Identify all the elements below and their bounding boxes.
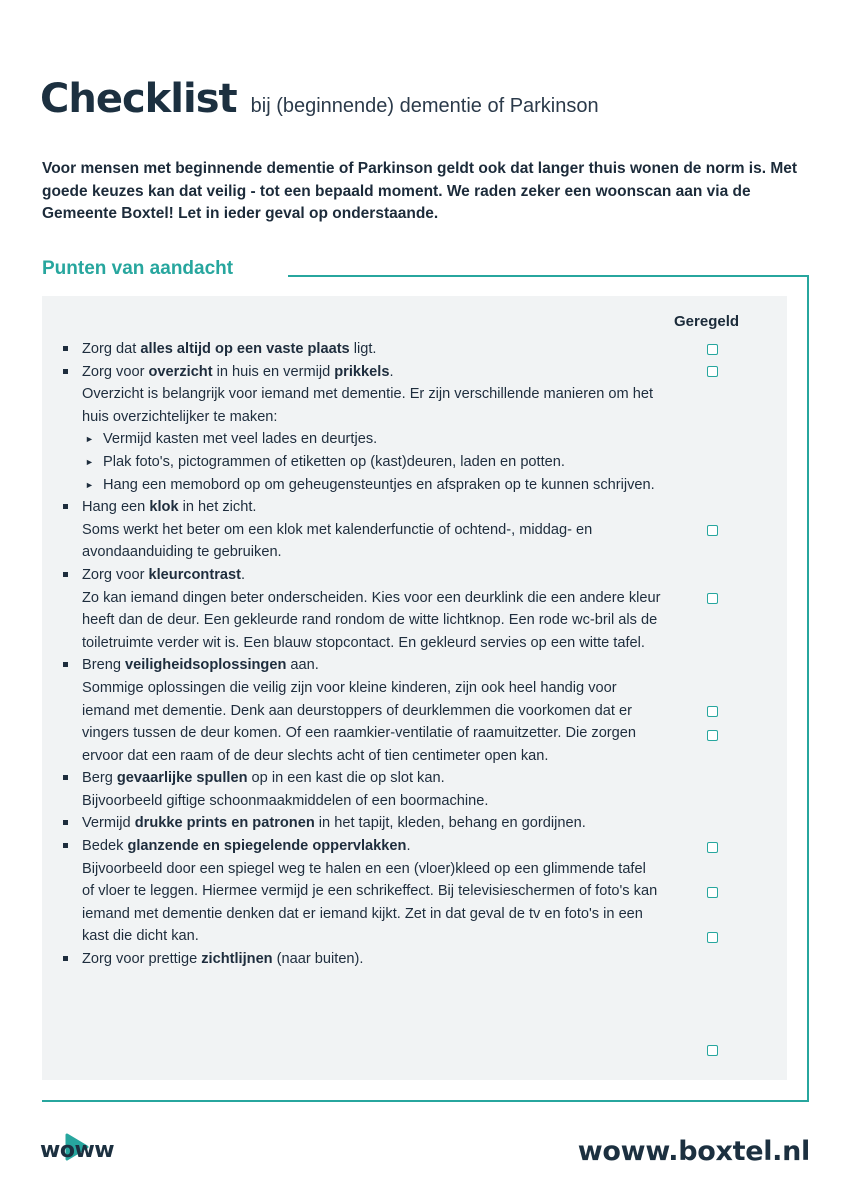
list-item: Zorg dat alles altijd op een vaste plaats ligt. [62, 338, 662, 361]
checkbox-gevaarlijke-spullen[interactable] [707, 842, 718, 853]
section-heading: Punten van aandacht [42, 258, 243, 280]
intro-paragraph: Voor mensen met beginnende dementie of Parkinson geldt ook dat langer thuis wonen de norm is. Met goede keuzes kan dat veilig - tot een bepaald moment. We raden zeker een woonscan aan via de Gemeente Boxtel! Let in ieder geval op onderstaande. [42, 160, 798, 222]
title-row [40, 76, 599, 122]
sub-item: ► Hang een memobord op om geheugensteuntjes en afspraken op te kunnen schrijven. [62, 474, 662, 497]
list-item: Breng veiligheidsoplossingen aan. [62, 654, 662, 677]
item-description: Overzicht is belangrijk voor iemand met dementie. Er zijn verschillende manieren om het huis overzichtelijker te maken: [82, 386, 654, 425]
item-description: Zo kan iemand dingen beter onderscheiden. Kies voor een deurklink die een andere kleur heeft dan de deur. Een gekleurde rand rondom de witte lichtknop. Een rode wc-bril als de toiletruimte verder wit is. Een blauw stopcontact. En gekleurd servies op een witte tafel. [82, 589, 661, 651]
checklist [62, 338, 662, 971]
list-item: Zorg voor overzicht in huis en vermijd prikkels. [62, 361, 662, 384]
checkbox-vaste-plaats[interactable] [707, 344, 718, 355]
woww-logo [40, 1130, 132, 1174]
bullet-icon [63, 572, 68, 577]
checkbox-drukke-prints[interactable] [707, 887, 718, 898]
bullet-icon [63, 775, 68, 780]
checkbox-veiligheidsoplossingen-2[interactable] [707, 730, 718, 741]
page-title: Checklist [40, 76, 237, 122]
list-item: Vermijd drukke prints en patronen in het tapijt, kleden, behang en gordijnen. [62, 812, 662, 835]
bullet-icon [63, 843, 68, 848]
checkbox-overzicht[interactable] [707, 366, 718, 377]
bullet-icon [63, 504, 68, 509]
item-description: Bijvoorbeeld giftige schoonmaakmiddelen of een boormachine. [82, 792, 489, 809]
page-subtitle: bij (beginnende) dementie of Parkinson [250, 95, 599, 117]
bullet-icon [63, 346, 68, 351]
list-item: Bedek glanzende en spiegelende oppervlakken. [62, 835, 662, 858]
column-header-geregeld: Geregeld [674, 313, 740, 330]
checkbox-klok[interactable] [707, 525, 718, 536]
bullet-icon [63, 956, 68, 961]
item-description: Sommige oplossingen die veilig zijn voor kleine kinderen, zijn ook heel handig voor iemand met dementie. Denk aan deurstoppers of deurklemmen die voorkomen dat er vingers tussen de deur komen. Of een raamkier-ventilatie of raamuitzetter. Die zorgen ervoor dat een raam of de deur slechts acht of tien centimeter open kan. [82, 679, 637, 764]
logo-text: woww [40, 1138, 115, 1163]
checkbox-glanzende-oppervlakken[interactable] [707, 932, 718, 943]
list-item: Berg gevaarlijke spullen op in een kast die op slot kan. [62, 767, 662, 790]
triangle-bullet-icon: ► [85, 434, 94, 445]
website-link[interactable]: woww.boxtel.nl [577, 1136, 810, 1167]
bullet-icon [63, 662, 68, 667]
checkbox-veiligheidsoplossingen[interactable] [707, 706, 718, 717]
bullet-icon [63, 820, 68, 825]
list-item: Zorg voor kleurcontrast. [62, 564, 662, 587]
checkbox-zichtlijnen[interactable] [707, 1045, 718, 1056]
triangle-bullet-icon: ► [85, 479, 94, 490]
list-item: Zorg voor prettige zichtlijnen (naar buiten). [62, 948, 662, 971]
checkbox-kleurcontrast[interactable] [707, 593, 718, 604]
list-item: Hang een klok in het zicht. [62, 496, 662, 519]
bullet-icon [63, 369, 68, 374]
sub-item: ► Vermijd kasten met veel lades en deurtjes. [62, 428, 662, 451]
sub-item: ► Plak foto's, pictogrammen of etiketten op (kast)deuren, laden en potten. [62, 451, 662, 474]
triangle-bullet-icon: ► [85, 456, 94, 467]
item-description: Bijvoorbeeld door een spiegel weg te halen en een (vloer)kleed op een glimmende tafel of vloer te leggen. Hiermee vermijd je een schrikeffect. Bij televisieschermen of foto's kan iemand met dementie denken dat er iemand kijkt. Zet in dat geval de tv en foto's in een kast die dicht kan. [82, 860, 658, 945]
item-description: Soms werkt het beter om een klok met kalenderfunctie of ochtend-, middag- en avondaanduiding te gebruiken. [82, 521, 593, 561]
